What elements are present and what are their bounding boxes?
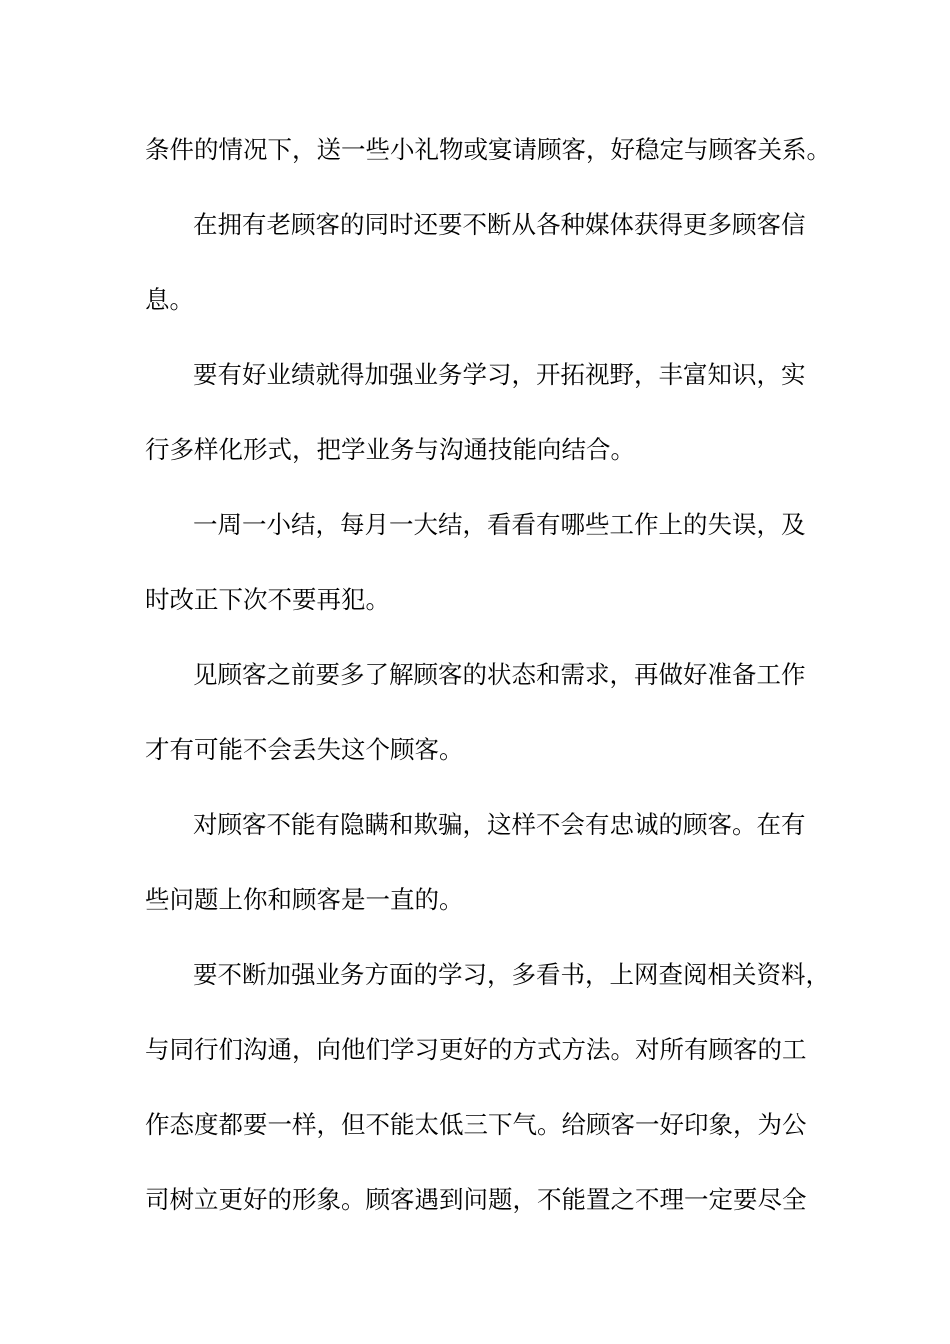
text-line: 条件的情况下，送一些小礼物或宴请顾客，好稳定与顾客关系。 <box>145 135 831 164</box>
text-line: 司树立更好的形象。顾客遇到问题，不能置之不理一定要尽全 <box>145 1185 807 1214</box>
text-line: 些问题上你和顾客是一直的。 <box>145 885 464 914</box>
paragraph-first-line: 在拥有老顾客的同时还要不断从各种媒体获得更多顾客信 <box>193 210 806 239</box>
text-line: 与同行们沟通，向他们学习更好的方式方法。对所有顾客的工 <box>145 1035 807 1064</box>
paragraph-first-line: 见顾客之前要多了解顾客的状态和需求，再做好准备工作 <box>193 660 806 689</box>
paragraph-first-line: 对顾客不能有隐瞒和欺骗，这样不会有忠诚的顾客。在有 <box>193 810 806 839</box>
text-line: 行多样化形式，把学业务与沟通技能向结合。 <box>145 435 635 464</box>
paragraph-first-line: 一周一小结，每月一大结，看看有哪些工作上的失误，及 <box>193 510 806 539</box>
text-line: 息。 <box>145 285 194 314</box>
paragraph-first-line: 要有好业绩就得加强业务学习，开拓视野，丰富知识，实 <box>193 360 806 389</box>
text-line: 时改正下次不要再犯。 <box>145 585 390 614</box>
text-line: 作态度都要一样，但不能太低三下气。给顾客一好印象，为公 <box>145 1110 807 1139</box>
paragraph-first-line: 要不断加强业务方面的学习，多看书，上网查阅相关资料， <box>193 960 830 989</box>
text-line: 才有可能不会丢失这个顾客。 <box>145 735 464 764</box>
